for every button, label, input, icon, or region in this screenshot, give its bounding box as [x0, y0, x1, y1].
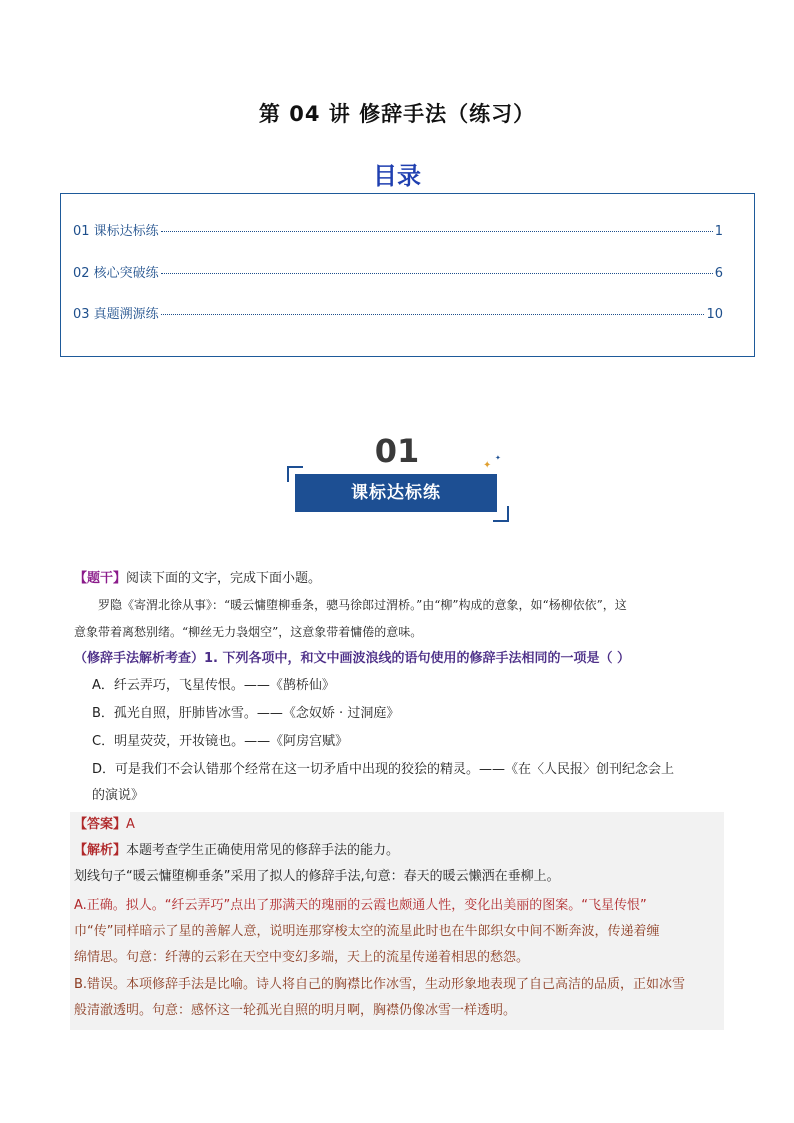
toc-item-1[interactable]	[73, 220, 723, 239]
stem-text: 阅读下面的文字，完成下面小题。	[126, 571, 322, 586]
toc-leader-dots	[161, 231, 713, 232]
analysis-intro-text: 本题考查学生正确使用常见的修辞手法的能力。	[126, 843, 400, 858]
option-d-continued: 的演说》	[92, 788, 145, 803]
analysis-b-line: B.错误。本项修辞手法是比喻。诗人将自己的胸襟比作冰雪，生动形象地表现了自己高洁的品质，正如冰雪	[74, 977, 686, 992]
toc-item-page: 1	[714, 224, 723, 239]
answer-value: A	[126, 817, 135, 832]
toc-item-3[interactable]	[73, 303, 723, 322]
answer-line	[74, 812, 724, 838]
option-b[interactable]: B．孤光自照，肝肺皆冰雪。——《念奴娇 · 过洞庭》	[92, 706, 400, 721]
analysis-a-line: A.正确。拟人。“纤云弄巧”点出了那满天的瑰丽的云霞也颇通人性，变化出美丽的图案。“飞星传恨”	[74, 898, 647, 913]
toc-item-page: 6	[714, 266, 723, 281]
toc-leader-dots	[161, 273, 713, 274]
toc-item-page: 10	[706, 307, 723, 322]
toc-item-label: 01 课标达标练	[73, 224, 159, 239]
option-a[interactable]: A．纤云弄巧，飞星传恨。——《鹊桥仙》	[92, 678, 335, 693]
toc-item-label: 02 核心突破练	[73, 266, 159, 281]
section-number: 01	[374, 432, 420, 470]
toc-item-2[interactable]	[73, 262, 723, 281]
analysis-b-line: 般清澈透明。句意：感怀这一轮孤光自照的明月啊，胸襟仍像冰雪一样透明。	[74, 1003, 517, 1018]
passage-line: 罗隐《寄渭北徐从事》：“暖云慵堕柳垂条，骢马徐郎过渭桥。”由“柳”构成的意象，如“杨柳依依”，这	[98, 598, 627, 612]
answer-tag: 【答案】	[74, 817, 127, 832]
option-c[interactable]: C．明星荧荧，开妆镜也。——《阿房宫赋》	[92, 734, 349, 749]
toc-heading: 目录	[373, 162, 421, 190]
stem-tag: 【题干】	[74, 571, 127, 586]
analysis-a-line: 绵情思。句意：纤薄的云彩在天空中变幻多端，天上的流星传递着相思的愁怨。	[74, 950, 530, 965]
question-stem	[74, 566, 724, 592]
analysis-tag: 【解析】	[74, 843, 127, 858]
section-badge	[287, 454, 509, 522]
toc-item-label: 03 真题溯源练	[73, 307, 159, 322]
sparkle-icon: ✦	[495, 454, 501, 462]
page-title: 第 04 讲 修辞手法（练习）	[258, 102, 536, 126]
analysis-a-line: 巾“传”同样暗示了星的善解人意，说明连那穿梭太空的流星此时也在牛郎织女中间不断奔波，传递着缠	[74, 924, 660, 939]
option-d[interactable]: D．可是我们不会认错那个经常在这一切矛盾中出现的狡狯的精灵。——《在〈人民报〉创刊纪念会上	[92, 762, 675, 777]
toc-leader-dots	[161, 314, 705, 315]
analysis-line: 划线句子“暖云慵堕柳垂条”采用了拟人的修辞手法,句意：春天的暖云懒洒在垂柳上。	[74, 869, 560, 884]
analysis-intro	[74, 838, 724, 864]
passage-line: 意象带着离愁别绪。“柳丝无力袅烟空”，这意象带着慵倦的意味。	[74, 625, 423, 639]
question-prompt: （修辞手法解析考查）1. 下列各项中，和文中画波浪线的语句使用的修辞手法相同的一项是（ ）	[74, 651, 631, 666]
section-badge-label: 课标达标练	[351, 483, 441, 503]
sparkle-icon: ✦	[483, 460, 492, 471]
table-of-contents	[60, 193, 755, 357]
reading-passage	[74, 592, 724, 646]
